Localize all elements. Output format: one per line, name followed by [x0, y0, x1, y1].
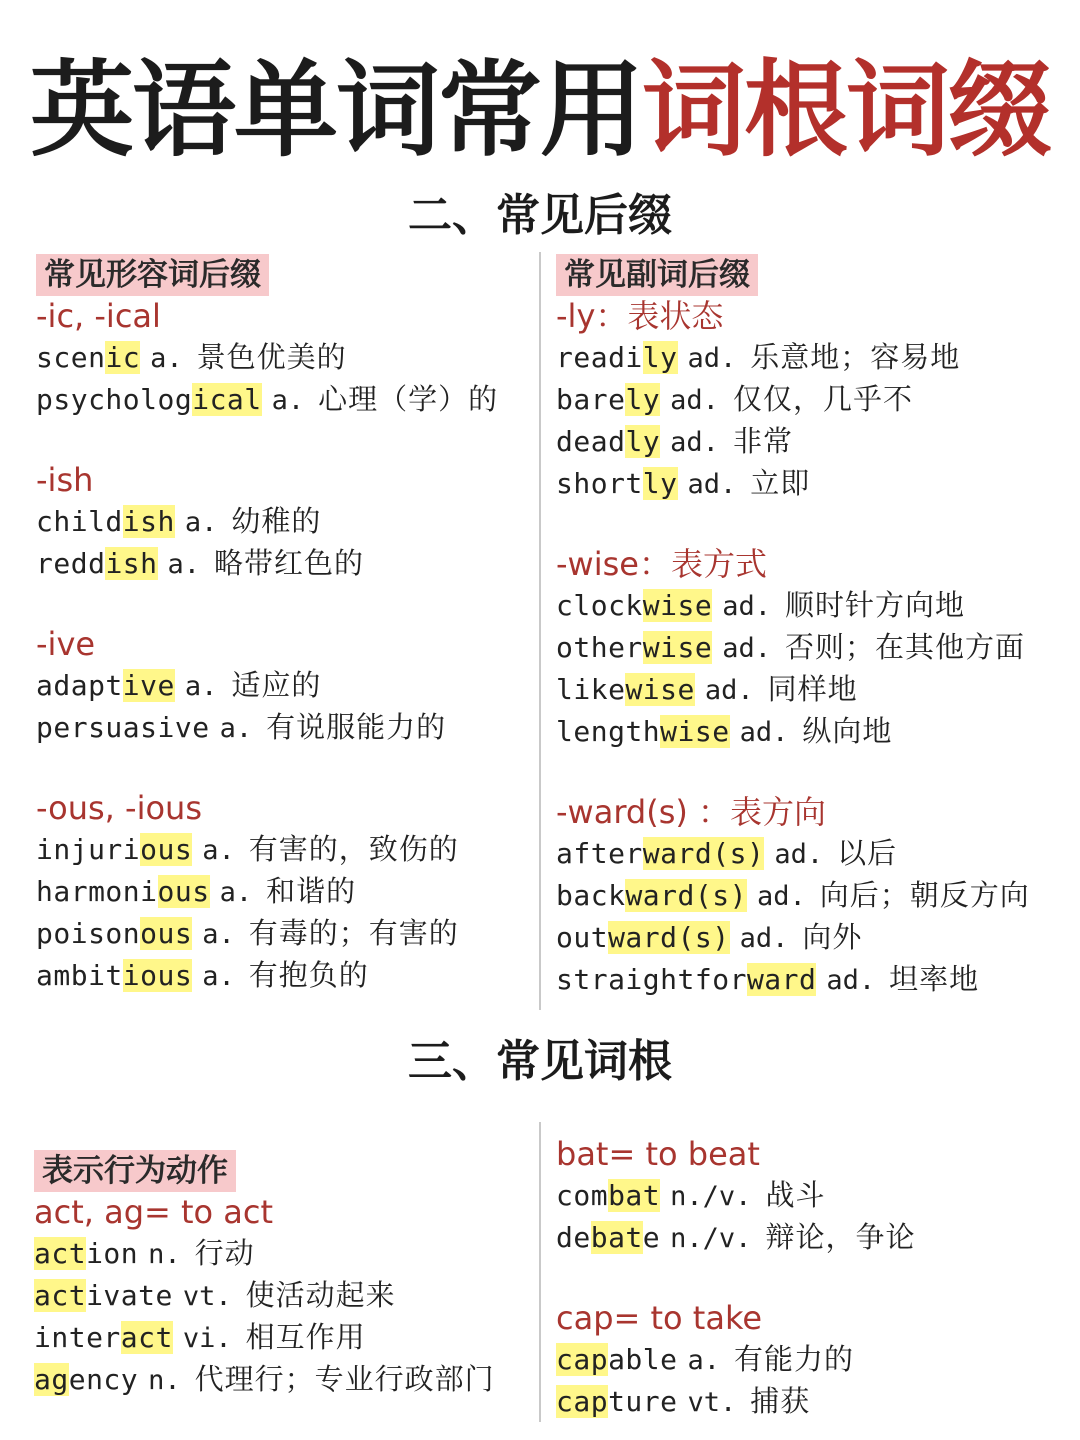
part-of-speech: a.: [184, 507, 218, 538]
highlighted-affix: wise: [625, 673, 695, 706]
highlighted-affix: act: [120, 1321, 173, 1354]
word: [556, 383, 660, 416]
word-stem: redd: [36, 547, 106, 580]
word: [556, 589, 712, 622]
chinese-meaning: 略带红色的: [214, 546, 365, 580]
word-stem: psycholog: [36, 383, 193, 416]
chinese-meaning: 心理（学）的: [318, 382, 499, 416]
column-divider-top: [539, 252, 541, 1010]
word-entry: [556, 916, 1076, 958]
part-of-speech: ad.: [739, 717, 789, 748]
part-of-speech: ad.: [826, 965, 876, 996]
word: [36, 383, 262, 416]
word-stem: adapt: [36, 669, 123, 702]
word-entry: [36, 706, 536, 748]
category-label: 表示行为动作: [34, 1150, 236, 1192]
word-entry: [34, 1274, 534, 1316]
word-stem: straightfor: [556, 963, 747, 996]
highlighted-affix: bat: [590, 1221, 643, 1254]
word-ending: ion: [86, 1237, 139, 1270]
word-entry: [556, 668, 1076, 710]
word-entry: [556, 710, 1076, 752]
word-ending: e: [642, 1221, 661, 1254]
word-ending: ture: [608, 1385, 678, 1418]
root-column-right: [556, 1134, 1076, 1422]
word: [36, 959, 192, 992]
word: [556, 1343, 678, 1376]
word-entry: [36, 500, 536, 542]
part-of-speech: a.: [687, 1345, 721, 1376]
word-stem: short: [556, 467, 643, 500]
group-heading: -wise：表方式: [556, 545, 767, 583]
chinese-meaning: 使活动起来: [245, 1278, 396, 1312]
part-of-speech: ad.: [670, 427, 719, 458]
word: [556, 1221, 660, 1254]
group-heading: act, ag= to act: [34, 1193, 274, 1231]
word: [556, 425, 660, 458]
category-label: 常见形容词后缀: [36, 254, 269, 296]
section-heading-roots: 三、常见词根: [408, 1036, 672, 1087]
word: [36, 669, 175, 702]
part-of-speech: a.: [150, 343, 183, 374]
word-stem: scen: [36, 341, 106, 374]
part-of-speech: ad.: [687, 343, 737, 374]
word: [36, 833, 192, 866]
word-stem: persuasive: [36, 711, 210, 744]
word-stem: dead: [556, 425, 626, 458]
word: [556, 879, 747, 912]
highlighted-affix: ly: [642, 467, 678, 500]
word-entry: [36, 870, 536, 912]
word-stem: com: [556, 1179, 609, 1212]
highlighted-affix: ly: [642, 341, 678, 374]
word: [36, 875, 210, 908]
group-spacer: [36, 420, 536, 460]
word-entry: [36, 912, 536, 954]
part-of-speech: n.: [148, 1365, 181, 1396]
word: [34, 1321, 173, 1354]
highlighted-affix: ward: [746, 963, 817, 996]
word: [34, 1363, 138, 1396]
word-entry: [556, 1338, 1076, 1380]
highlighted-affix: wise: [660, 715, 730, 748]
word: [556, 715, 730, 748]
group-spacer: [36, 748, 536, 788]
chinese-meaning: 辩论，争论: [765, 1220, 916, 1254]
part-of-speech: ad.: [670, 385, 719, 416]
word-stem: like: [556, 673, 626, 706]
chinese-meaning: 纵向地: [802, 714, 893, 748]
word-stem: after: [556, 837, 643, 870]
word-entry: [36, 828, 536, 870]
highlighted-affix: ical: [192, 383, 262, 416]
word: [556, 631, 712, 664]
group-list: [34, 1192, 534, 1400]
highlighted-affix: act: [34, 1237, 87, 1270]
group-heading: -ic, -ical: [36, 297, 161, 335]
group-list: [556, 1134, 1076, 1422]
group-list: [556, 296, 1076, 1000]
chinese-meaning: 向外: [802, 920, 863, 954]
word: [556, 837, 764, 870]
chinese-meaning: 和谐的: [266, 874, 357, 908]
chinese-meaning: 捕获: [750, 1384, 811, 1418]
chinese-meaning: 向后；朝反方向: [819, 878, 1030, 912]
word-entry: [556, 874, 1076, 916]
part-of-speech: n./v.: [670, 1223, 752, 1254]
part-of-speech: a.: [202, 835, 235, 866]
word-entry: [556, 420, 1076, 462]
chinese-meaning: 否则；在其他方面: [785, 630, 1026, 664]
word-stem: out: [556, 921, 609, 954]
word: [556, 1385, 678, 1418]
word: [556, 963, 816, 996]
highlighted-affix: ic: [105, 341, 141, 374]
adverb-suffix-column: [556, 254, 1076, 1000]
word-entry: [36, 378, 536, 420]
action-root-column: [34, 1150, 534, 1400]
word-entry: [556, 626, 1076, 668]
part-of-speech: ad.: [739, 923, 789, 954]
word-entry: [556, 462, 1076, 504]
group-heading: -ward(s) ：表方向: [556, 793, 827, 831]
part-of-speech: n./v.: [670, 1181, 752, 1212]
part-of-speech: ad.: [774, 839, 824, 870]
word: [556, 341, 678, 374]
chinese-meaning: 代理行；专业行政部门: [194, 1362, 495, 1396]
word-entry: [36, 336, 536, 378]
chinese-meaning: 有毒的；有害的: [248, 916, 459, 950]
word-stem: harmoni: [36, 875, 158, 908]
part-of-speech: a.: [202, 919, 235, 950]
highlighted-affix: ish: [105, 547, 158, 580]
part-of-speech: vt.: [182, 1281, 232, 1312]
word: [34, 1237, 138, 1270]
chinese-meaning: 坦率地: [889, 962, 980, 996]
chinese-meaning: 仅仅，几乎不: [732, 382, 913, 416]
page-title: [0, 50, 1080, 170]
part-of-speech: a.: [271, 385, 305, 416]
part-of-speech: ad.: [687, 469, 737, 500]
word-stem: inter: [34, 1321, 121, 1354]
chinese-meaning: 乐意地；容易地: [750, 340, 961, 374]
chinese-meaning: 行动: [194, 1236, 255, 1270]
part-of-speech: a.: [219, 877, 253, 908]
word-entry: [36, 542, 536, 584]
part-of-speech: n.: [148, 1239, 181, 1270]
word-ending: able: [608, 1343, 678, 1376]
word-ending: ency: [68, 1363, 139, 1396]
category-label: 常见副词后缀: [556, 254, 758, 296]
word-stem: other: [556, 631, 643, 664]
chinese-meaning: 有说服能力的: [266, 710, 447, 744]
highlighted-affix: ly: [625, 425, 661, 458]
part-of-speech: a.: [219, 713, 253, 744]
group-spacer: [556, 504, 1076, 544]
word-entry: [556, 958, 1076, 1000]
highlighted-affix: ious: [122, 959, 193, 992]
word-entry: [34, 1358, 534, 1400]
word-entry: [34, 1232, 534, 1274]
word: [556, 467, 678, 500]
adjective-suffix-column: [36, 254, 536, 996]
chinese-meaning: 同样地: [767, 672, 858, 706]
word-stem: child: [36, 505, 123, 538]
word-entry: [556, 1380, 1076, 1422]
word: [36, 547, 158, 580]
chinese-meaning: 景色优美的: [196, 340, 347, 374]
word-entry: [36, 664, 536, 706]
group-list: [36, 296, 536, 996]
word: [556, 1179, 660, 1212]
word-entry: [36, 954, 536, 996]
word: [36, 341, 140, 374]
chinese-meaning: 有害的，致伤的: [248, 832, 459, 866]
group-heading: cap= to take: [556, 1299, 763, 1337]
group-heading: -ive: [36, 625, 96, 663]
word-stem: injuri: [36, 833, 141, 866]
word-entry: [34, 1316, 534, 1358]
part-of-speech: ad.: [722, 591, 772, 622]
highlighted-affix: ous: [140, 833, 193, 866]
chinese-meaning: 幼稚的: [231, 504, 322, 538]
highlighted-affix: wise: [642, 589, 713, 622]
chinese-meaning: 有能力的: [734, 1342, 855, 1376]
section-heading-suffixes: 二、常见后缀: [408, 190, 672, 241]
highlighted-affix: wise: [642, 631, 713, 664]
word-entry: [556, 584, 1076, 626]
title-red-part: 词根词缀: [642, 49, 1051, 171]
word-stem: ambit: [36, 959, 123, 992]
chinese-meaning: 非常: [732, 424, 793, 458]
group-heading: bat= to beat: [556, 1135, 760, 1173]
word: [36, 505, 175, 538]
part-of-speech: ad.: [756, 881, 806, 912]
part-of-speech: ad.: [722, 633, 772, 664]
group-heading: -ish: [36, 461, 94, 499]
highlighted-affix: ward(s): [625, 879, 747, 912]
word-entry: [556, 1174, 1076, 1216]
highlighted-affix: ly: [625, 383, 661, 416]
highlighted-affix: ous: [140, 917, 193, 950]
word-entry: [556, 1216, 1076, 1258]
part-of-speech: a.: [167, 549, 201, 580]
part-of-speech: a.: [184, 671, 218, 702]
word: [556, 673, 695, 706]
chinese-meaning: 战斗: [765, 1178, 826, 1212]
group-spacer: [556, 1258, 1076, 1298]
word-ending: ivate: [86, 1279, 173, 1312]
chinese-meaning: 适应的: [231, 668, 322, 702]
chinese-meaning: 顺时针方向地: [785, 588, 966, 622]
highlighted-affix: cap: [556, 1385, 609, 1418]
highlighted-affix: cap: [556, 1343, 609, 1376]
word: [36, 917, 192, 950]
word-stem: back: [556, 879, 626, 912]
part-of-speech: a.: [202, 961, 235, 992]
word: [556, 921, 730, 954]
highlighted-affix: ive: [122, 669, 175, 702]
word-entry: [556, 336, 1076, 378]
title-black-part: 英语单词常用: [29, 49, 642, 171]
word-stem: clock: [556, 589, 643, 622]
chinese-meaning: 以后: [837, 836, 898, 870]
highlighted-affix: ward(s): [608, 921, 730, 954]
chinese-meaning: 相互作用: [245, 1320, 366, 1354]
group-spacer: [36, 584, 536, 624]
word-stem: length: [556, 715, 661, 748]
group-spacer: [556, 752, 1076, 792]
highlighted-affix: ward(s): [642, 837, 765, 870]
part-of-speech: vt.: [687, 1387, 737, 1418]
part-of-speech: vi.: [182, 1323, 232, 1354]
highlighted-affix: bat: [608, 1179, 661, 1212]
column-divider-bottom: [539, 1122, 541, 1422]
word-stem: bare: [556, 383, 626, 416]
word: [36, 711, 210, 744]
highlighted-affix: act: [34, 1279, 87, 1312]
highlighted-affix: ish: [122, 505, 175, 538]
word-entry: [556, 832, 1076, 874]
word-entry: [556, 378, 1076, 420]
word-stem: readi: [556, 341, 643, 374]
highlighted-affix: ag: [34, 1363, 69, 1396]
word: [34, 1279, 173, 1312]
word-stem: de: [556, 1221, 591, 1254]
chinese-meaning: 有抱负的: [248, 958, 369, 992]
part-of-speech: ad.: [704, 675, 754, 706]
word-stem: poison: [36, 917, 141, 950]
chinese-meaning: 立即: [750, 466, 811, 500]
group-heading: -ly：表状态: [556, 297, 724, 335]
group-heading: -ous, -ious: [36, 789, 202, 827]
highlighted-affix: ous: [157, 875, 210, 908]
